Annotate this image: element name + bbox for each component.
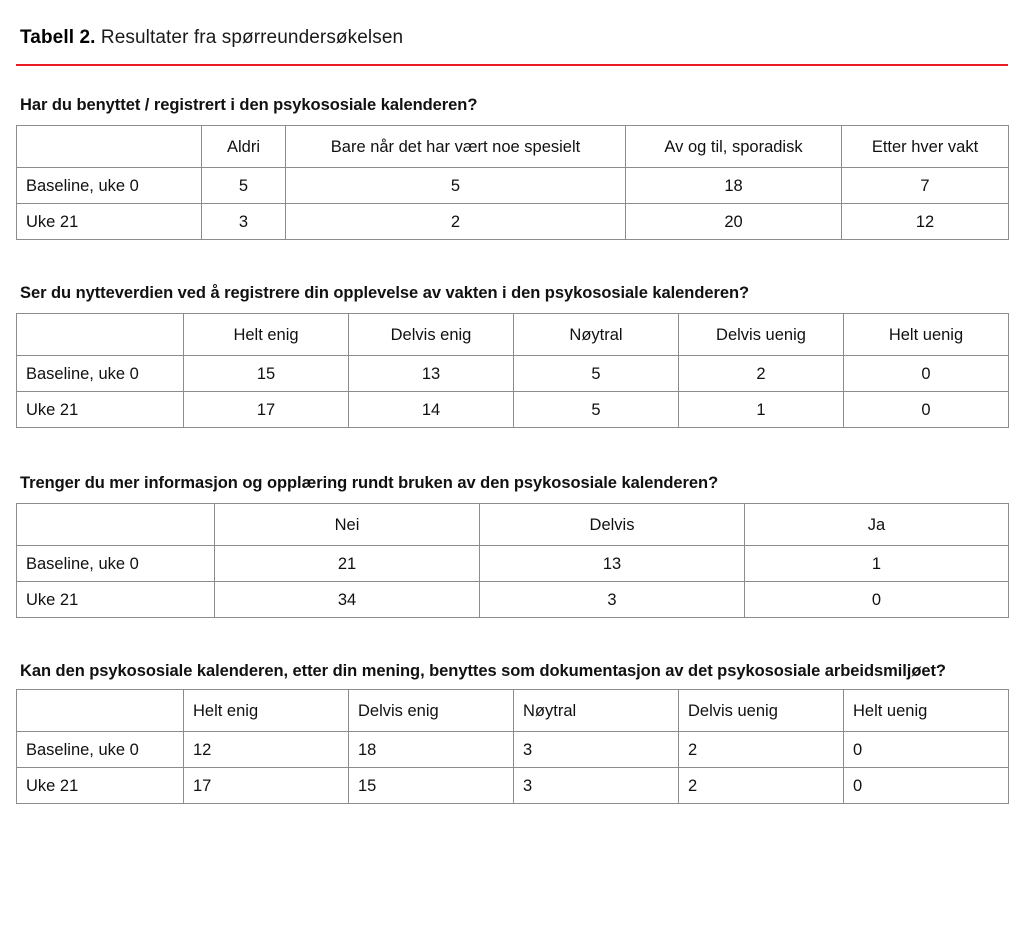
table-row: [17, 356, 1009, 392]
data-cell: 7: [842, 168, 1009, 204]
row-label: Baseline, uke 0: [17, 546, 215, 582]
row-label: Uke 21: [17, 582, 215, 618]
data-cell: 0: [844, 392, 1009, 428]
data-cell: 18: [626, 168, 842, 204]
data-cell: 21: [215, 546, 480, 582]
row-label: Baseline, uke 0: [17, 356, 184, 392]
data-cell: 14: [349, 392, 514, 428]
question-heading-4: Kan den psykososiale kalenderen, etter din mening, benyttes som dokumentasjon av det psykososiale arbeidsmiljøet?: [20, 662, 946, 680]
data-cell: 3: [514, 768, 679, 804]
table-header-row: [17, 690, 1009, 732]
row-label: Baseline, uke 0: [17, 168, 202, 204]
data-cell: 2: [286, 204, 626, 240]
data-cell: 5: [514, 392, 679, 428]
column-header: Bare når det har vært noe spesielt: [286, 126, 626, 168]
data-cell: 5: [286, 168, 626, 204]
row-label: Uke 21: [17, 392, 184, 428]
corner-cell: [17, 690, 184, 732]
row-label: Baseline, uke 0: [17, 732, 184, 768]
corner-cell: [17, 504, 215, 546]
data-cell: 3: [202, 204, 286, 240]
data-cell: 3: [514, 732, 679, 768]
question-section-1: [0, 66, 1024, 240]
data-cell: 34: [215, 582, 480, 618]
column-header: Av og til, sporadisk: [626, 126, 842, 168]
question-section-3: [0, 428, 1024, 618]
question-heading-3: Trenger du mer informasjon og opplæring rundt bruken av den psykososiale kalenderen?: [20, 474, 719, 492]
column-header: Delvis uenig: [679, 690, 844, 732]
column-header: Delvis uenig: [679, 314, 844, 356]
corner-cell: [17, 126, 202, 168]
data-cell: 0: [844, 356, 1009, 392]
column-header: Delvis: [480, 504, 745, 546]
results-table-2: [16, 313, 1009, 428]
column-header: Aldri: [202, 126, 286, 168]
column-header: Etter hver vakt: [842, 126, 1009, 168]
data-cell: 13: [480, 546, 745, 582]
question-section-2: [0, 240, 1024, 428]
data-cell: 3: [480, 582, 745, 618]
column-header: Helt enig: [184, 690, 349, 732]
data-cell: 5: [514, 356, 679, 392]
column-header: Helt uenig: [844, 690, 1009, 732]
table-row: [17, 392, 1009, 428]
data-cell: 12: [842, 204, 1009, 240]
data-cell: 15: [184, 356, 349, 392]
data-cell: 18: [349, 732, 514, 768]
column-header: Helt uenig: [844, 314, 1009, 356]
corner-cell: [17, 314, 184, 356]
table-row: [17, 168, 1009, 204]
column-header: Nei: [215, 504, 480, 546]
data-cell: 0: [844, 768, 1009, 804]
data-cell: 15: [349, 768, 514, 804]
table-row: [17, 546, 1009, 582]
table-row: [17, 732, 1009, 768]
column-header: Ja: [745, 504, 1009, 546]
table-row: [17, 204, 1009, 240]
data-cell: 17: [184, 768, 349, 804]
caption-text: Resultater fra spørreundersøkelsen: [95, 27, 404, 48]
question-section-4: [0, 618, 1024, 804]
data-cell: 17: [184, 392, 349, 428]
table-row: [17, 582, 1009, 618]
figure-caption: [0, 0, 1024, 50]
table-header-row: [17, 126, 1009, 168]
column-header: Delvis enig: [349, 314, 514, 356]
data-cell: 1: [745, 546, 1009, 582]
data-cell: 5: [202, 168, 286, 204]
column-header: Helt enig: [184, 314, 349, 356]
question-heading-1: Har du benyttet / registrert i den psykososiale kalenderen?: [20, 96, 478, 114]
results-table-3: [16, 503, 1009, 618]
table-header-row: [17, 314, 1009, 356]
column-header: Nøytral: [514, 314, 679, 356]
data-cell: 2: [679, 356, 844, 392]
table-row: [17, 768, 1009, 804]
results-table-4: [16, 689, 1009, 804]
row-label: Uke 21: [17, 204, 202, 240]
data-cell: 20: [626, 204, 842, 240]
row-label: Uke 21: [17, 768, 184, 804]
data-cell: 13: [349, 356, 514, 392]
results-table-1: [16, 125, 1009, 240]
table-header-row: [17, 504, 1009, 546]
question-heading-2: Ser du nytteverdien ved å registrere din opplevelse av vakten i den psykososiale kalenderen?: [20, 284, 750, 302]
data-cell: 12: [184, 732, 349, 768]
data-cell: 2: [679, 732, 844, 768]
data-cell: 0: [844, 732, 1009, 768]
data-cell: 1: [679, 392, 844, 428]
column-header: Delvis enig: [349, 690, 514, 732]
column-header: Nøytral: [514, 690, 679, 732]
caption-label: Tabell 2.: [20, 27, 96, 48]
data-cell: 2: [679, 768, 844, 804]
data-cell: 0: [745, 582, 1009, 618]
